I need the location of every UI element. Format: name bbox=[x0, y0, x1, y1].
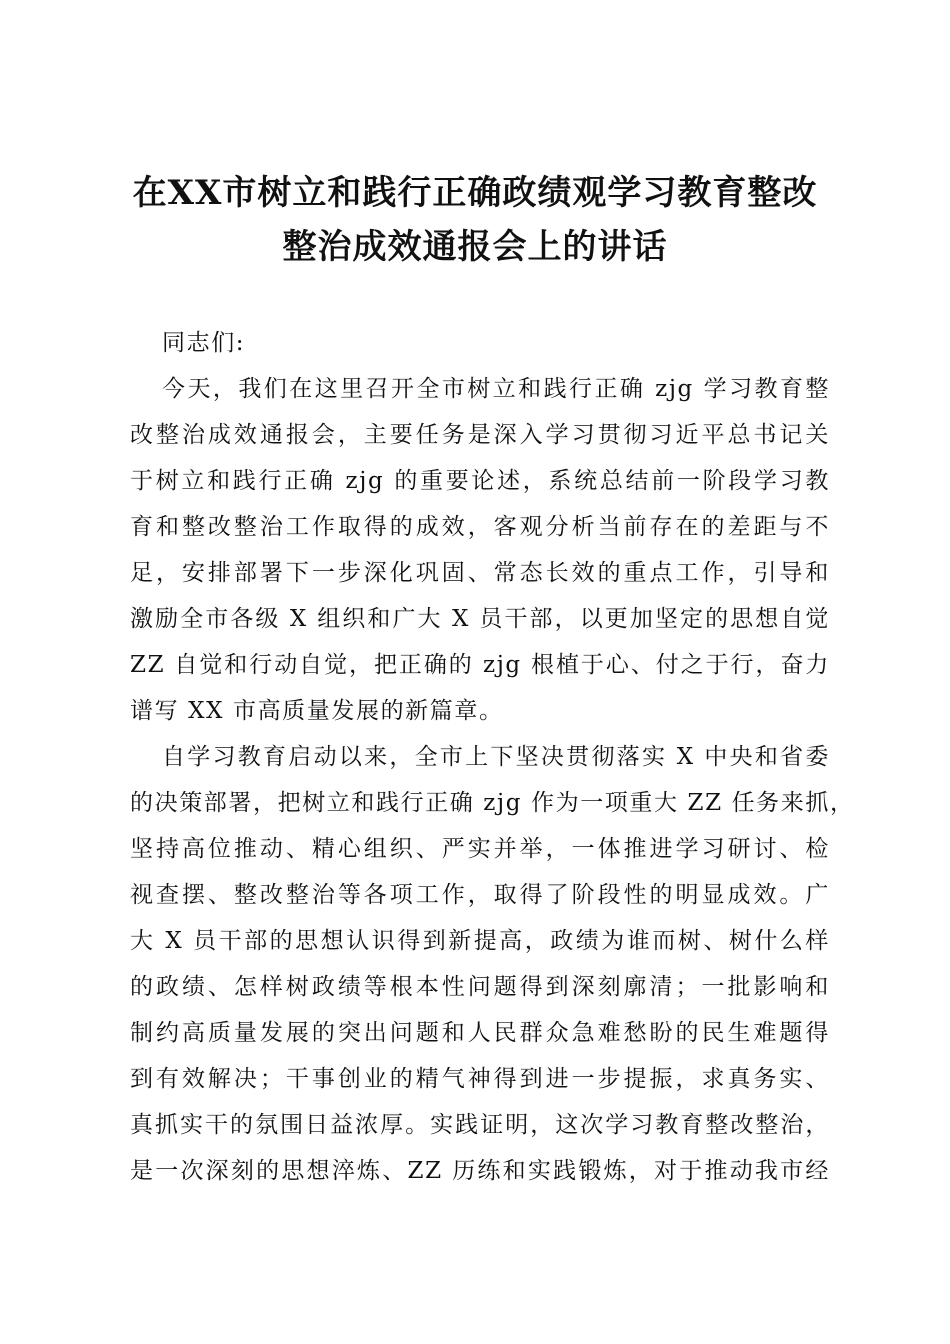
paragraph-line: 真抓实干的氛围日益浓厚。实践证明，这次学习教育整改整治， bbox=[130, 1112, 830, 1138]
paragraph-line: 自学习教育启动以来，全市上下坚决贯彻落实 X 中央和省委 bbox=[162, 744, 830, 770]
paragraph-line: 于树立和践行正确 zjg 的重要论述，系统总结前一阶段学习教 bbox=[130, 468, 830, 494]
paragraph-line: 坚持高位推动、精心组织、严实并举，一体推进学习研讨、检 bbox=[130, 836, 830, 862]
paragraph-line: 是一次深刻的思想淬炼、ZZ 历练和实践锻炼，对于推动我市经 bbox=[130, 1158, 830, 1184]
title-line-1: 在XX市树立和践行正确政绩观学习教育整改 bbox=[132, 173, 818, 213]
paragraph-line: 到有效解决；干事创业的精气神得到进一步提振，求真务实、 bbox=[130, 1066, 830, 1092]
document-title bbox=[100, 166, 850, 274]
paragraph-line: 谱写 XX 市高质量发展的新篇章。 bbox=[130, 698, 504, 724]
paragraph-line: 视查摆、整改整治等各项工作，取得了阶段性的明显成效。广 bbox=[130, 882, 830, 908]
paragraph-line: 足，安排部署下一步深化巩固、常态长效的重点工作，引导和 bbox=[130, 560, 830, 586]
paragraph-line: 育和整改整治工作取得的成效，客观分析当前存在的差距与不 bbox=[130, 514, 830, 540]
paragraph-line: 大 X 员干部的思想认识得到新提高，政绩为谁而树、树什么样 bbox=[130, 928, 830, 954]
document-body bbox=[130, 320, 855, 1194]
paragraph-line: 今天，我们在这里召开全市树立和践行正确 zjg 学习教育整 bbox=[162, 376, 830, 402]
salutation: 同志们: bbox=[162, 330, 246, 356]
paragraph-line: 改整治成效通报会，主要任务是深入学习贯彻习近平总书记关 bbox=[130, 422, 830, 448]
paragraph-line: 制约高质量发展的突出问题和人民群众急难愁盼的民生难题得 bbox=[130, 1020, 830, 1046]
paragraph-line: 的决策部署，把树立和践行正确 zjg 作为一项重大 ZZ 任务来抓， bbox=[130, 790, 855, 816]
paragraph-line: 的政绩、怎样树政绩等根本性问题得到深刻廓清；一批影响和 bbox=[130, 974, 830, 1000]
paragraph-line: ZZ 自觉和行动自觉，把正确的 zjg 根植于心、付之于行，奋力 bbox=[130, 652, 830, 678]
paragraph-2 bbox=[130, 734, 855, 1194]
paragraph-line: 激励全市各级 X 组织和广大 X 员干部，以更加坚定的思想自觉 bbox=[130, 606, 830, 632]
paragraph-1 bbox=[130, 366, 830, 734]
title-line-2: 整治成效通报会上的讲话 bbox=[282, 227, 668, 267]
